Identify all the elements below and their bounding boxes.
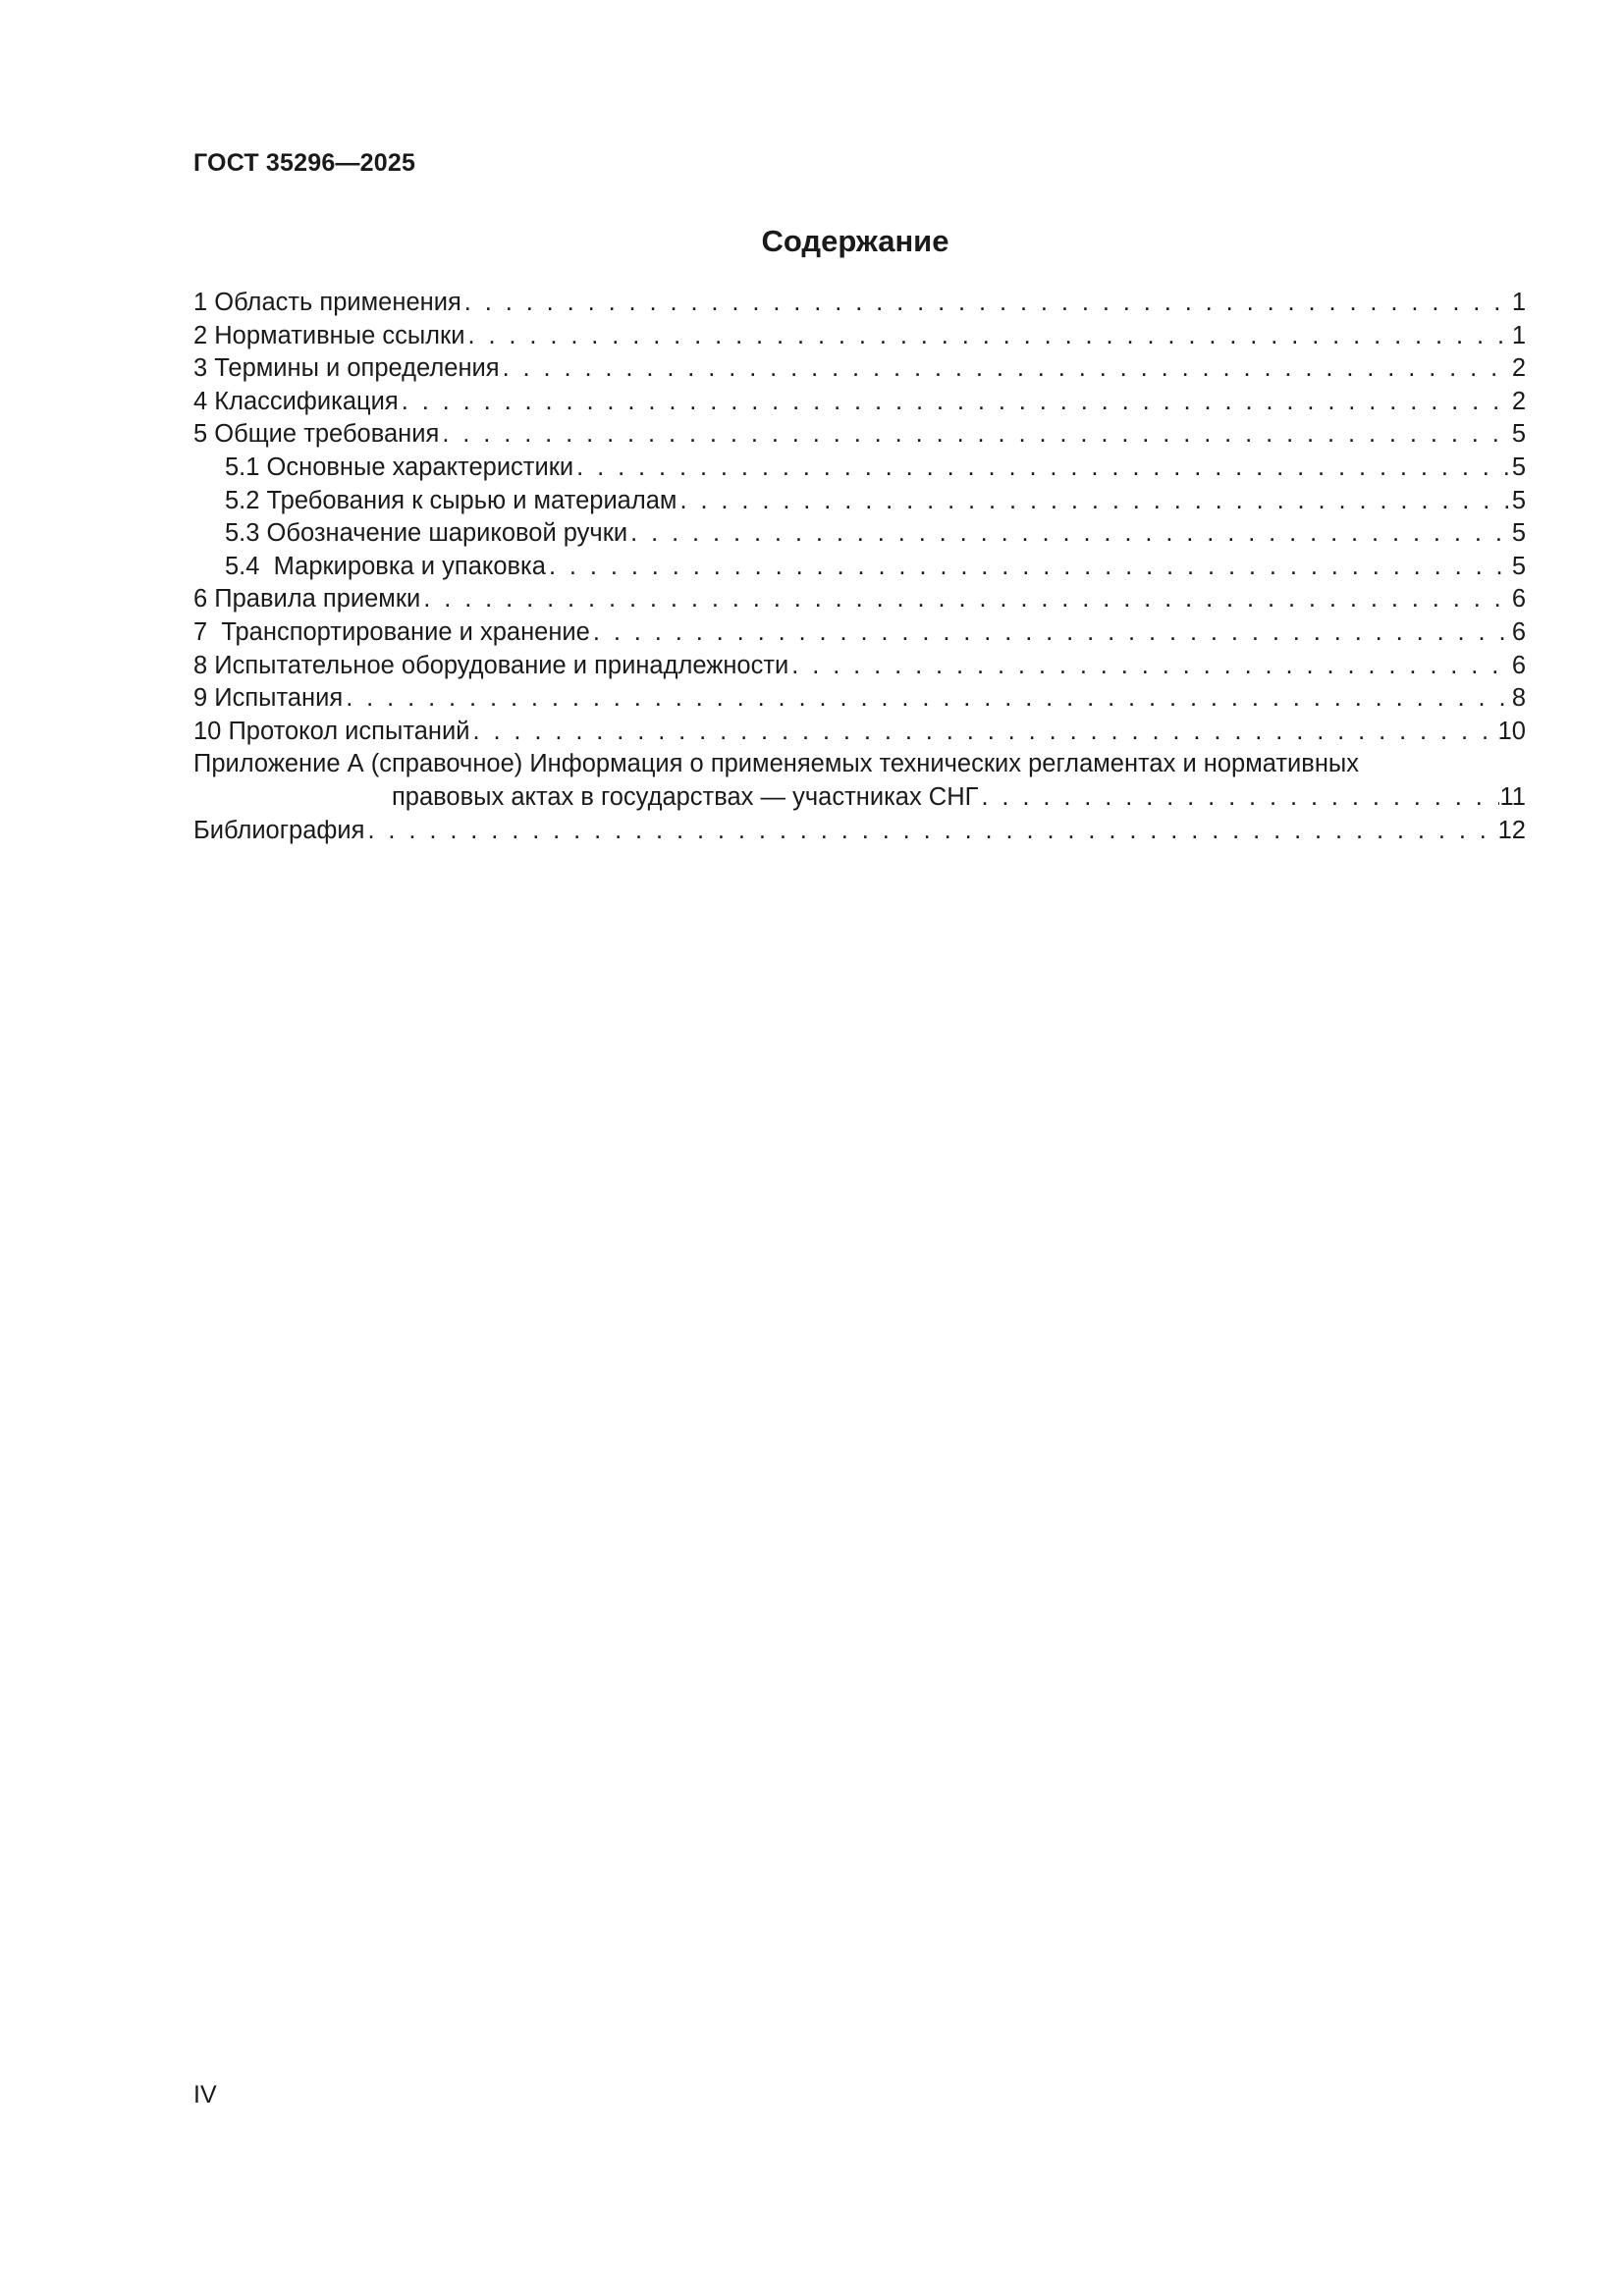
toc-entry-6[interactable] <box>193 583 1526 616</box>
toc-entry-5-3[interactable] <box>193 517 1526 551</box>
appendix-title-line: Приложение А (справочное) Информация о применяемых технических регламентах и нормативных <box>193 750 1360 778</box>
toc-entry-8[interactable] <box>193 650 1526 683</box>
dot-leader <box>576 452 1511 485</box>
dot-leader <box>981 781 1498 815</box>
toc-entry-1[interactable] <box>193 287 1526 320</box>
dot-leader <box>423 583 1511 616</box>
toc-entry-label: Библиография <box>193 816 365 844</box>
toc-entry-2[interactable] <box>193 320 1526 353</box>
toc-entry-label: правовых актах в государствах — участниках СНГ <box>392 782 979 811</box>
toc-entry-label: 5.1 Основные характеристики <box>225 453 574 481</box>
dot-leader <box>503 352 1511 386</box>
dot-leader <box>630 517 1511 551</box>
dot-leader <box>367 815 1496 848</box>
toc-entry-label: 5.2 Требования к сырью и материалам <box>225 486 677 514</box>
toc-entry-page: 1 <box>1511 289 1526 316</box>
toc-entry-page: 1 <box>1511 321 1526 349</box>
dot-leader <box>402 386 1511 419</box>
toc-entry-page: 5 <box>1511 420 1526 449</box>
toc-entry-page: 6 <box>1511 617 1526 646</box>
toc-entry-page: 11 <box>1499 782 1526 811</box>
toc-entry-page: 2 <box>1511 354 1526 383</box>
toc-entry-page: 10 <box>1497 717 1526 745</box>
dot-leader <box>464 287 1511 320</box>
toc-entry-page: 5 <box>1511 486 1526 514</box>
toc-entry-3[interactable] <box>193 352 1526 386</box>
toc-entry-label: 1 Область применения <box>193 289 461 316</box>
appendix-continuation-line <box>193 781 1526 815</box>
toc-entry-label: 7 Транспортирование и хранение <box>193 617 590 646</box>
toc-entry-7[interactable] <box>193 616 1526 650</box>
toc-entry-5-4[interactable] <box>193 551 1526 584</box>
toc-entry-page: 12 <box>1497 816 1526 844</box>
toc-entry-label: 4 Классификация <box>193 387 399 415</box>
dot-leader <box>472 716 1496 749</box>
table-of-contents <box>193 287 1526 847</box>
dot-leader <box>549 551 1511 584</box>
toc-entry-label: 6 Правила приемки <box>193 585 421 614</box>
toc-entry-page: 6 <box>1511 651 1526 679</box>
toc-entry-10[interactable] <box>193 716 1526 749</box>
dot-leader <box>593 616 1511 650</box>
toc-entry-5-1[interactable] <box>193 452 1526 485</box>
toc-entry-5-2[interactable] <box>193 485 1526 518</box>
toc-entry-5[interactable] <box>193 418 1526 452</box>
dot-leader <box>346 682 1511 716</box>
toc-entry-4[interactable] <box>193 386 1526 419</box>
toc-entry-9[interactable] <box>193 682 1526 716</box>
toc-entry-label: 5.3 Обозначение шариковой ручки <box>225 519 628 548</box>
dot-leader <box>791 650 1511 683</box>
toc-entry-appendix-a[interactable] <box>193 748 1526 814</box>
document-code: ГОСТ 35296—2025 <box>193 149 416 177</box>
toc-entry-label: 2 Нормативные ссылки <box>193 321 465 349</box>
dot-leader <box>442 418 1510 452</box>
toc-entry-label: 9 Испытания <box>193 684 344 713</box>
toc-title: Содержание <box>761 224 949 258</box>
page-number: IV <box>193 2081 217 2109</box>
toc-entry-label: 3 Термины и определения <box>193 354 500 383</box>
toc-entry-label: 5 Общие требования <box>193 420 440 449</box>
toc-entry-page: 2 <box>1511 387 1526 415</box>
dot-leader <box>679 485 1510 518</box>
toc-entry-bibliography[interactable] <box>193 815 1526 848</box>
toc-entry-label: 10 Протокол испытаний <box>193 717 470 745</box>
toc-entry-page: 5 <box>1511 552 1526 580</box>
toc-entry-page: 5 <box>1511 519 1526 548</box>
toc-entry-page: 6 <box>1511 585 1526 614</box>
toc-entry-page: 8 <box>1511 684 1526 713</box>
toc-entry-page: 5 <box>1511 453 1526 481</box>
toc-entry-label: 8 Испытательное оборудование и принадлежности <box>193 651 789 679</box>
dot-leader <box>467 320 1510 353</box>
toc-entry-label: 5.4 Маркировка и упаковка <box>225 552 546 580</box>
